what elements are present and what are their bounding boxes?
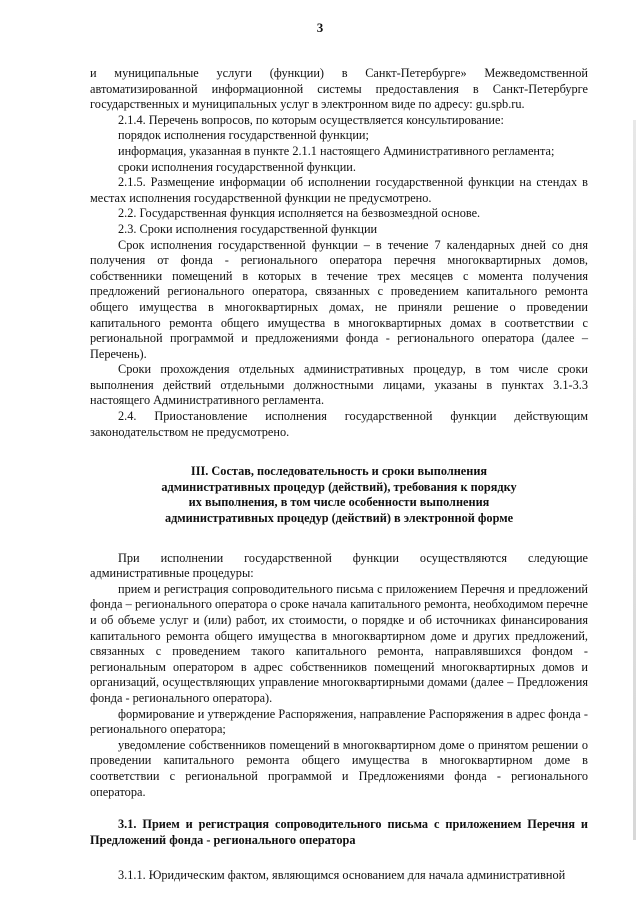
document-body [90, 66, 588, 884]
list-item: сроки исполнения государственной функции. [118, 159, 356, 174]
paragraph: 2.4. Приостановление исполнения государственной функции действующим законодательством не предусмотрено. [90, 409, 588, 439]
paragraph: При исполнении государственной функции осуществляются следующие административные процедуры: [90, 550, 588, 581]
paragraph: Срок исполнения государственной функции – в течение 7 календарных дней со дня получения от фонда - регионального оператора перечня многоквартирных домов, собственники помещений в которых в течение трех месяцев с момента получения предложений регионального оператора, связанных с проведением капитального ремонта общего имущества в многоквартирных домах, не приняли решение о проведении капитального ремонта общего имущества в многоквартирных домах в соответствии с региональной программой и предложениями фонда - регионального оператора (далее – Перечень). [90, 237, 588, 361]
list-item: уведомление собственников помещений в многоквартирном доме о принятом решении о проведении капитального ремонта общего имущества в многоквартирном доме в соответствии с региональной программой и Предложениями фонда - регионального оператора. [90, 737, 588, 799]
section-heading [90, 464, 588, 526]
paragraph: 2.2. Государственная функция исполняется на безвозмездной основе. [118, 206, 481, 221]
scan-edge-mark [633, 120, 636, 840]
section-heading-line: административных процедур (действий), требования к порядку [161, 479, 517, 494]
section-heading-line: III. Состав, последовательность и сроки выполнения [190, 464, 488, 479]
page-number: 3 [316, 20, 324, 35]
paragraph: 2.1.4. Перечень вопросов, по которым осуществляется консультирование: [118, 112, 504, 127]
paragraph: 2.1.5. Размещение информации об исполнении государственной функции на стендах в местах исполнения государственной функции не предусмотрено. [90, 175, 588, 205]
paragraph: и муниципальные услуги (функции) в Санкт-Петербурге» Межведомственной автоматизированной информационной системы предоставления в Санкт-Петербурге государственных и муниципальных услуг в электронном виде по адресу: gu.spb.ru. [90, 66, 588, 112]
list-item: порядок исполнения государственной функции; [118, 128, 369, 143]
paragraph: Сроки прохождения отдельных административных процедур, в том числе сроки выполнения действий отдельными должностными лицами, указаны в пунктах 3.1-3.3 настоящего Административного регламента. [90, 362, 588, 408]
paragraph: 2.3. Сроки исполнения государственной функции [118, 221, 378, 236]
list-item: информация, указанная в пункте 2.1.1 настоящего Административного регламента; [118, 143, 555, 158]
section-heading-line: их выполнения, в том числе особенности выполнения [188, 495, 490, 510]
section-heading-line: административных процедур (действий) в электронной форме [164, 511, 514, 526]
paragraph: 3.1.1. Юридическим фактом, являющимся основанием для начала административной [118, 868, 566, 883]
subsection-heading: 3.1. Прием и регистрация сопроводительного письма с приложением Перечня и Предложений фонда - регионального оператора [90, 817, 588, 847]
list-item: формирование и утверждение Распоряжения, направление Распоряжения в адрес фонда - регионального оператора; [90, 706, 588, 737]
list-item: прием и регистрация сопроводительного письма с приложением Перечня и предложений фонда – регионального оператора о сроке начала капитального ремонта, необходимом перечне и об объеме услуг и (или) работ, их стоимости, о порядке и об источниках финансирования капитального ремонта общего имущества в многоквартирном доме и других предложений, связанных с проведением такого капитального ремонта, направлявшихся фондом - региональным оператором в адрес собственников помещений многоквартирных домов и организаций, осуществляющих управление многоквартирными домами (далее – Предложения фонда - регионального оператора). [90, 581, 588, 705]
